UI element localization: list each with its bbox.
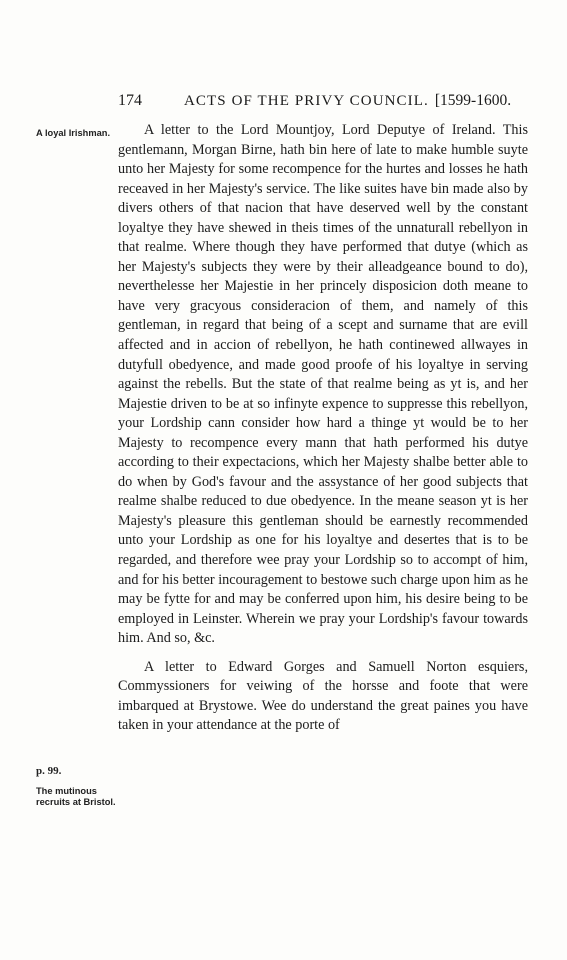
margin-page-reference: p. 99.	[36, 765, 62, 777]
margin-note-mutinous-recruits: The mutinous recruits at Bristol.	[36, 786, 116, 807]
letter-paragraph-mountjoy: A letter to the Lord Mountjoy, Lord Deputye of Ireland. This gentlemann, Morgan Birne, hath bin here of late to make humble suyte unto her Majesty for some recompence for the hurtes and losses he hath receaved in her Majesty's service. The like suites have bin made also by divers others of that nacion that have deserved well by the constant loyaltye they have shewed in theis times of the unnaturall rebellyon in that realme. Where though they have performed that dutye (which as her Majesty's subjects they were by their alleadgeance bound to do), neverthelesse her Majestie in her princely disposicion doth meane to have very gracyous consideracion of them, and namely of this gentleman, in regard that being of a scept and surname that are evill affected and in accion of rebellyon, he hath continewed allwayes in dutyfull obedyence, and made good proofe of his loyaltye in serving against the rebells. But the state of that realme being as yt is, and her Majestie driven to be at so infinyte expence to suppresse this rebellyon, your Lordship cann consider how hard a thinge yt would be to her Majesty to recompence every mann that hath performed his dutye according to their expectacions, which her Majesty shalbe better able to do when by God's favour and the assystance of her good subjects that realme shalbe reduced to due obedyence. In the meane season yt is her Majesty's pleasure this gentleman should be earnestly recommended unto your Lordship as one for his loyaltye and desertes that is to be regarded, and therefore wee pray your Lordship so to accompt of him, and for his better incouragement to bestowe such charge upon him as he may be fytte for and may be conferred upon him, his desire being to be employed in Leinster. Wherein we pray your Lordship's favour towards him. And so, &c.	[118, 122, 528, 647]
running-header	[118, 92, 528, 110]
document-body	[118, 121, 528, 736]
margin-note-loyal-irishman: A loyal Irishman.	[36, 128, 111, 138]
page-title: ACTS OF THE PRIVY COUNCIL.	[184, 93, 429, 109]
page-number: 174	[118, 92, 142, 109]
year-range: [1599-1600.	[434, 92, 512, 109]
letter-paragraph-gorges-norton: A letter to Edward Gorges and Samuell Norton esquiers, Commyssioners for veiwing of the horsse and foote that were imbarqued at Brystowe. Wee do understand the great paines you have taken in your attendance at the porte of	[118, 658, 528, 734]
